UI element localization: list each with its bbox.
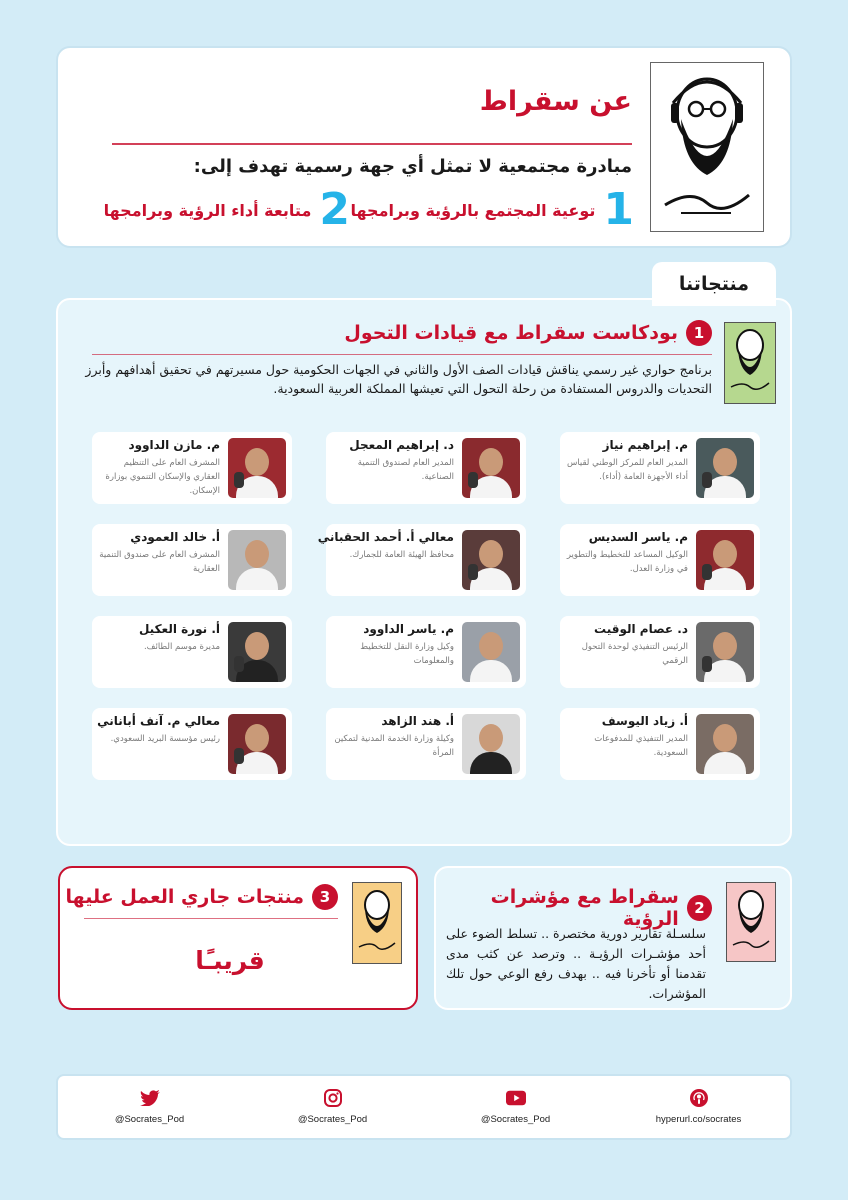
guest-role: محافظ الهيئة العامة للجمارك.	[349, 550, 454, 560]
twitter-link[interactable]	[58, 1076, 241, 1138]
youtube-handle: @Socrates_Pod	[480, 1113, 551, 1125]
section-number-badge: 1	[686, 320, 712, 346]
guest-name: م. ياسر السديس	[588, 530, 688, 544]
guest-name: د. إبراهيم المعجل	[349, 438, 454, 452]
guest-card	[92, 524, 292, 596]
guest-card	[560, 708, 760, 780]
instagram-handle: @Socrates_Pod	[297, 1113, 368, 1125]
podcast-url: hyperurl.co/socrates	[655, 1113, 742, 1125]
upcoming-title: منتجات جاري العمل عليها	[65, 886, 304, 908]
podcast-header	[344, 320, 712, 346]
about-description: مبادرة مجتمعية لا تمثل أي جهة رسمية تهدف إلى:	[193, 156, 632, 177]
guest-role: المدير التنفيذي للمدفوعات السعودية.	[594, 734, 688, 758]
guest-role: وكيل وزارة النقل للتخطيط والمعلومات	[360, 642, 454, 666]
guest-grid	[92, 432, 760, 780]
guest-photo	[696, 530, 754, 590]
guest-photo	[228, 530, 286, 590]
guest-name: م. إبراهيم نياز	[602, 438, 688, 452]
guest-role: الرئيس التنفيذي لوحدة التحول الرقمي	[581, 642, 688, 666]
vision-logo	[726, 882, 776, 962]
goal-text: توعية المجتمع بالرؤية وبرامجها	[350, 200, 596, 220]
guest-card	[92, 616, 292, 688]
guest-role: المشرف العام على التنظيم العقاري والإسكان التنموي بوزارة الإسكان.	[105, 458, 220, 496]
upcoming-header	[66, 884, 338, 910]
section-divider	[92, 354, 712, 355]
guest-photo	[462, 530, 520, 590]
guest-card	[560, 616, 760, 688]
guest-photo	[462, 714, 520, 774]
guest-photo	[696, 714, 754, 774]
guest-role: الوكيل المساعد للتخطيط والتطوير في وزارة العدل.	[566, 550, 688, 574]
goal-text: متابعة أداء الرؤية وبرامجها	[103, 200, 312, 220]
vision-description: سلسـلة تقارير دورية مختصرة .. تسلط الضوء على أحد مؤشـرات الرؤيـة .. وترصد عن كثب مدى تقدمنا أو تأخرنا فيه .. بهدف رفع الوعي حول تلك المؤشرات.	[446, 926, 706, 1001]
podcast-panel	[56, 298, 792, 846]
guest-photo	[228, 714, 286, 774]
guest-card	[326, 616, 526, 688]
guest-card	[92, 708, 292, 780]
guest-card	[560, 432, 760, 504]
upcoming-logo	[352, 882, 402, 964]
guest-photo	[228, 438, 286, 498]
podcast-icon	[689, 1090, 709, 1106]
guest-name: معالي م. آنف أباناني	[97, 714, 220, 728]
twitter-icon	[140, 1090, 160, 1106]
goal-1	[350, 184, 634, 235]
guest-role: المشرف العام على صندوق التنمية العقارية	[99, 550, 220, 574]
guest-role: مديرة موسم الطائف.	[143, 642, 220, 652]
guest-name: معالي أ. أحمد الحقباني	[317, 530, 454, 544]
instagram-icon	[323, 1090, 343, 1106]
social-footer	[56, 1074, 792, 1140]
podcast-title: بودكاست سقراط مع قيادات التحول	[344, 322, 678, 344]
podcast-link[interactable]	[607, 1076, 790, 1138]
youtube-link[interactable]	[424, 1076, 607, 1138]
section-number-badge: 2	[687, 895, 712, 921]
goal-number: 1	[603, 184, 634, 235]
guest-photo	[228, 622, 286, 682]
guest-card	[92, 432, 292, 504]
guest-name: م. مازن الداوود	[128, 438, 220, 452]
guest-role: المدير العام للمركز الوطني لقياس أداء الأجهزة العامة (أداء).	[566, 458, 688, 482]
instagram-link[interactable]	[241, 1076, 424, 1138]
guest-card	[326, 432, 526, 504]
guest-role: رئيس مؤسسة البريد السعودي.	[110, 734, 220, 744]
goal-number: 2	[319, 184, 350, 235]
podcast-description: برنامج حواري غير رسمي يناقش قيادات الصف الأول والثاني في الجهات الحكومية حول مسيرتهم في تحقيق أهدافهم وأبرز التحديات والدروس المستفادة من رحلة التحول التي تعيشها المملكة العربية السعودية.	[85, 362, 712, 396]
guest-name: أ. نورة العكيل	[138, 622, 220, 636]
guest-card	[560, 524, 760, 596]
section-divider	[84, 918, 338, 919]
guest-photo	[696, 622, 754, 682]
about-title: عن سقراط	[479, 86, 632, 117]
socrates-logo	[650, 62, 764, 232]
guest-photo	[462, 622, 520, 682]
guest-card	[317, 524, 526, 596]
twitter-handle: @Socrates_Pod	[114, 1113, 185, 1125]
title-divider	[112, 143, 632, 145]
guest-photo	[462, 438, 520, 498]
guest-role: المدير العام لصندوق التنمية الصناعية.	[357, 458, 454, 482]
coming-soon-label: قريبـًا	[195, 946, 265, 975]
guest-name: أ. زياد اليوسف	[601, 714, 688, 728]
upcoming-products-panel	[58, 866, 418, 1010]
about-panel	[56, 46, 792, 248]
guest-role: وكيلة وزارة الخدمة المدنية لتمكين المرأة	[334, 734, 454, 758]
guest-name: م. ياسر الداوود	[363, 622, 454, 636]
guest-name: د. عصام الوقيت	[594, 622, 688, 636]
guest-name: أ. خالد العمودي	[130, 530, 220, 544]
vision-indicators-panel	[434, 866, 792, 1010]
section-number-badge: 3	[312, 884, 338, 910]
youtube-icon	[506, 1090, 526, 1106]
vision-title: سقراط مع مؤشرات الرؤية	[490, 886, 679, 930]
guest-name: أ. هند الزاهد	[381, 714, 454, 728]
guest-photo	[696, 438, 754, 498]
goal-2	[103, 184, 350, 235]
guest-card	[326, 708, 526, 780]
products-tab: منتجاتنا	[652, 262, 776, 306]
podcast-logo	[724, 322, 776, 404]
